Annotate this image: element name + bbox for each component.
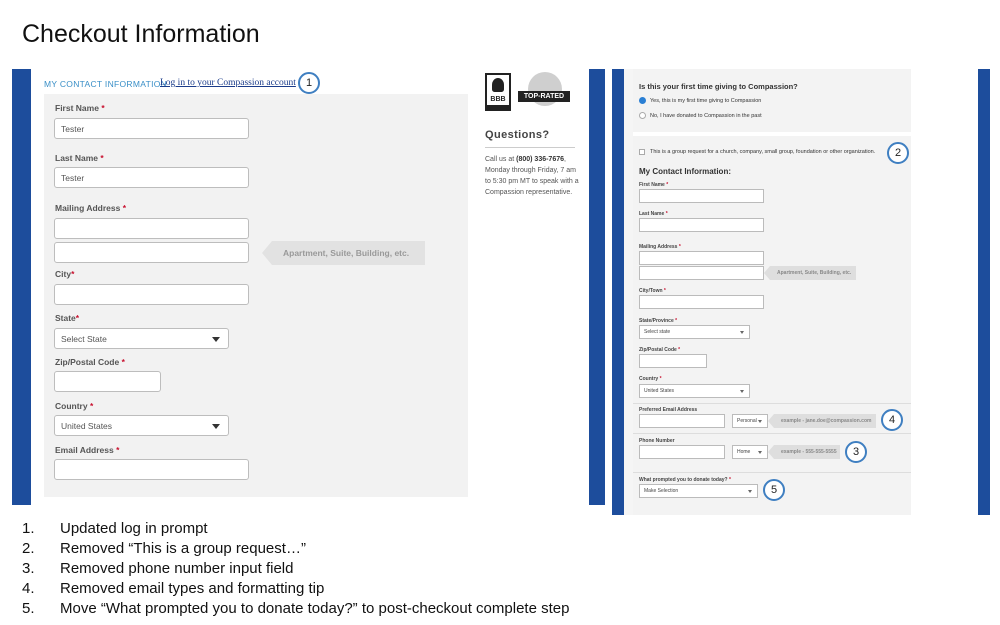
email-label: Email Address * [55, 445, 120, 455]
r-country-select[interactable]: United States [639, 384, 750, 398]
marker-1: 1 [298, 72, 320, 94]
city-input[interactable] [54, 284, 249, 305]
r-prompted-select[interactable]: Make Selection [639, 484, 758, 498]
r-phone-input[interactable] [639, 445, 725, 459]
bbb-band [487, 105, 509, 109]
marker-2: 2 [887, 142, 909, 164]
chevron-down-icon [740, 390, 744, 393]
r-email-input[interactable] [639, 414, 725, 428]
first-time-question: Is this your first time giving to Compassion? [639, 82, 798, 91]
group-request-checkbox[interactable] [639, 149, 645, 155]
mailing-address-line1-input[interactable] [54, 218, 249, 239]
r-mailing-label: Mailing Address * [639, 244, 681, 250]
right-accent-bar-outer [589, 69, 605, 505]
r-divider-email [633, 403, 911, 404]
country-label: Country * [55, 401, 94, 411]
marker-3: 3 [845, 441, 867, 463]
note-item: 1. Updated log in prompt [22, 520, 208, 537]
note-item: 2. Removed “This is a group request…” [22, 540, 306, 557]
state-label: State* [55, 313, 80, 323]
r-phone-tip: example - 555-555-5555 [774, 445, 840, 459]
email-input[interactable] [54, 459, 249, 480]
r-first-name-label: First Name * [639, 182, 669, 188]
chevron-down-icon [212, 424, 220, 429]
bbb-badge [485, 73, 511, 111]
my-contact-information-heading: My Contact Information: [639, 167, 731, 176]
city-label: City* [55, 269, 75, 279]
r-last-name-label: Last Name * [639, 211, 668, 217]
r-zip-input[interactable] [639, 354, 707, 368]
phone-number[interactable]: (800) 336-7676 [516, 156, 565, 163]
chevron-down-icon [758, 451, 762, 454]
r-apartment-tip: Apartment, Suite, Building, etc. [770, 266, 856, 280]
r-last-name-input[interactable] [639, 218, 764, 232]
torch-icon [492, 78, 504, 92]
questions-title: Questions? [485, 129, 550, 141]
r-zip-label: Zip/Postal Code * [639, 347, 681, 353]
r-prompted-label: What prompted you to donate today? * [639, 477, 731, 483]
apartment-tip-pointer [262, 241, 272, 265]
last-name-input[interactable]: Tester [54, 167, 249, 188]
bbb-label: BBB [490, 96, 506, 103]
right-gutter [624, 69, 633, 515]
tab-contact-information[interactable]: MY CONTACT INFORMATION [44, 79, 168, 89]
marker-4: 4 [881, 409, 903, 431]
radio-first-time-yes[interactable] [639, 97, 646, 104]
r-country-label: Country * [639, 376, 662, 382]
first-time-yes-label: Yes, this is my first time giving to Compassion [650, 98, 762, 104]
r-state-label: State/Province * [639, 318, 678, 324]
charity-navigator-badge [518, 72, 570, 112]
marker-5: 5 [763, 479, 785, 501]
radio-first-time-no[interactable] [639, 112, 646, 119]
note-item: 3. Removed phone number input field [22, 560, 294, 577]
last-name-label: Last Name * [55, 153, 104, 163]
first-name-input[interactable]: Tester [54, 118, 249, 139]
r-email-tip: example - jane.doe@compassion.com [774, 414, 876, 428]
zip-label: Zip/Postal Code * [55, 357, 125, 367]
r-city-input[interactable] [639, 295, 764, 309]
note-item: 4. Removed email types and formatting tip [22, 580, 325, 597]
login-link[interactable]: Log in to your Compassion account [160, 78, 296, 88]
right-accent-bar-right [978, 69, 990, 515]
r-phone-type-select[interactable]: Home [732, 445, 768, 459]
questions-divider [485, 147, 575, 148]
mailing-address-label: Mailing Address * [55, 203, 127, 213]
r-divider-prompted [633, 472, 911, 473]
page-title: Checkout Information [22, 20, 260, 48]
r-divider-phone [633, 433, 911, 434]
right-accent-bar-left [612, 69, 624, 515]
first-name-label: First Name * [55, 103, 105, 113]
r-mailing-line1-input[interactable] [639, 251, 764, 265]
mailing-address-line2-input[interactable] [54, 242, 249, 263]
change-notes-list [22, 520, 722, 620]
r-mailing-line2-input[interactable] [639, 266, 764, 280]
chevron-down-icon [758, 420, 762, 423]
chevron-down-icon [740, 331, 744, 334]
r-phone-label: Phone Number [639, 438, 675, 444]
r-email-type-select[interactable]: Personal [732, 414, 768, 428]
r-state-select[interactable]: Select state [639, 325, 750, 339]
apartment-tip: Apartment, Suite, Building, etc. [272, 241, 425, 265]
country-select[interactable]: United States [54, 415, 229, 436]
r-city-label: City/Town * [639, 288, 666, 294]
r-first-name-input[interactable] [639, 189, 764, 203]
first-time-no-label: No, I have donated to Compassion in the past [650, 113, 762, 119]
left-accent-bar [12, 69, 31, 505]
questions-text: Call us at (800) 336-7676, Monday through Friday, 7 am to 5:30 pm MT to speak with a Compassion representative. [485, 156, 579, 196]
top-rated-ribbon: TOP-RATED [518, 91, 570, 102]
chevron-down-icon [212, 337, 220, 342]
note-item: 5. Move “What prompted you to donate today?” to post-checkout complete step [22, 600, 570, 617]
r-email-label: Preferred Email Address [639, 407, 698, 413]
zip-input[interactable] [54, 371, 161, 392]
chevron-down-icon [748, 490, 752, 493]
state-select[interactable]: Select State [54, 328, 229, 349]
group-request-label: This is a group request for a church, company, small group, foundation or other organization. [650, 149, 876, 155]
